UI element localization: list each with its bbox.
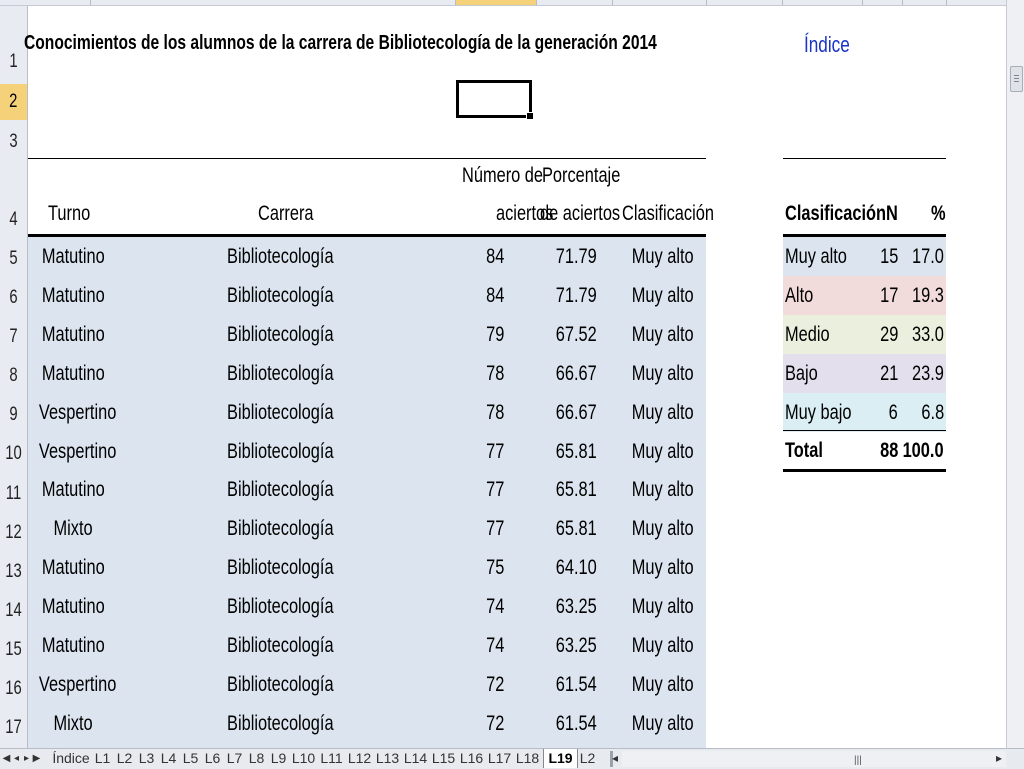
column-divider [782,0,783,5]
table-row[interactable] [28,626,706,665]
scroll-right-icon[interactable]: ▸ [995,751,1002,765]
sheet-tab-l10[interactable]: L10 [291,750,316,766]
cell-porcentaje[interactable]: 71.79 [555,245,597,268]
cell-numero[interactable]: 79 [485,322,504,346]
sheet-tab-l3[interactable]: L3 [138,750,155,766]
column-divider [706,0,707,5]
cell-carrera[interactable]: Bibliotecología [226,322,334,346]
row-header[interactable]: 17 [5,717,22,738]
summary-label: Bajo [785,361,818,385]
summary-top-rule [783,158,946,159]
row-header[interactable]: 2 [0,84,27,120]
cell-carrera[interactable]: Bibliotecología [226,595,334,619]
cell-turno[interactable]: Matutino [41,634,105,657]
cell-turno[interactable]: Matutino [41,283,105,307]
sheet-tab-l9[interactable]: L9 [270,750,287,766]
row-header[interactable]: 8 [9,365,18,386]
cell-carrera[interactable]: Bibliotecología [226,711,334,735]
cell-clasificacion[interactable]: Muy alto [632,478,694,502]
row-header[interactable]: 12 [5,522,22,543]
summary-n: 6 [888,400,898,424]
cell-turno[interactable]: Matutino [41,245,105,268]
summary-row[interactable] [783,393,946,432]
summary-total-row[interactable] [783,431,946,470]
first-sheet-icon[interactable]: ◀ [2,753,11,764]
summary-header-pct: % [931,202,946,225]
cell-numero[interactable]: 72 [485,711,504,735]
cell-porcentaje[interactable]: 71.79 [555,283,597,307]
summary-pct: 23.9 [912,361,944,385]
summary-n: 15 [879,245,898,268]
cell-numero[interactable]: 78 [485,400,504,424]
cell-porcentaje[interactable]: 61.54 [555,672,597,696]
summary-header-n: N [886,202,898,225]
sheet-tab-l13[interactable]: L13 [375,750,400,766]
summary-label: Muy bajo [785,400,852,424]
table-row[interactable] [28,665,706,704]
summary-row[interactable] [783,315,946,354]
cell-clasificacion[interactable]: Muy alto [632,595,694,619]
summary-n: 21 [879,361,898,385]
row-header[interactable]: 5 [9,248,18,269]
cell-porcentaje[interactable]: 65.81 [555,439,597,463]
summary-header-clasificacion: Clasificación [785,202,887,225]
summary-row[interactable] [783,237,946,276]
cell-carrera[interactable]: Bibliotecología [226,517,334,541]
table-row[interactable] [28,276,706,315]
cell-numero[interactable]: 77 [485,517,504,541]
last-sheet-icon[interactable]: ▶ [32,753,41,764]
prev-sheet-icon[interactable]: ◂ [13,753,20,764]
summary-label: Alto [785,283,814,307]
header-turno: Turno [48,202,91,225]
sheet-tab-l6[interactable]: L6 [204,750,221,766]
cell-numero[interactable]: 72 [485,672,504,696]
sheet-tab-l12[interactable]: L12 [347,750,372,766]
cell-carrera[interactable]: Bibliotecología [226,478,334,502]
next-sheet-icon[interactable]: ▸ [23,753,30,764]
column-divider [536,0,537,5]
cell-porcentaje[interactable]: 65.81 [555,517,597,541]
sheet-tab-l11[interactable]: L11 [320,750,343,766]
summary-label: Muy alto [785,245,847,268]
header-clasificacion: Clasificación [622,202,714,225]
column-divider [862,0,863,5]
worksheet-grid[interactable] [24,6,1006,748]
cell-clasificacion[interactable]: Muy alto [632,283,694,307]
cell-turno[interactable]: Vespertino [38,672,117,696]
row-header[interactable]: 1 [9,51,18,72]
sheet-title: Conocimientos de los alumnos de la carrera de Bibliotecología de la generación 2014 [24,32,657,54]
table-top-rule [28,158,706,159]
sheet-tab-bar [0,748,1024,769]
sheet-tab-l2[interactable]: L2 [579,750,596,766]
cell-numero[interactable]: 75 [485,556,504,580]
sheet-tab-l5[interactable]: L5 [182,750,199,766]
header-porcentaje-line1: Porcentaje [542,164,621,187]
sheet-tab-l16[interactable]: L16 [459,750,484,766]
summary-bottom-rule [783,469,946,472]
row-header[interactable]: 3 [9,131,18,152]
cell-porcentaje[interactable]: 65.81 [555,478,597,502]
summary-total-pct: 100.0 [903,439,944,462]
sheet-tab-l7[interactable]: L7 [226,750,243,766]
cell-carrera[interactable]: Bibliotecología [226,672,334,696]
header-numero-line1: Número de [462,164,544,187]
cell-porcentaje[interactable]: 63.25 [555,595,597,619]
row-header[interactable]: 10 [5,443,22,464]
cell-turno[interactable]: Vespertino [38,439,117,463]
row-header[interactable]: 15 [5,639,22,660]
horizontal-scrollbar[interactable] [612,751,1006,767]
table-row[interactable] [28,548,706,587]
table-row[interactable] [28,393,706,432]
cell-porcentaje[interactable]: 63.25 [555,634,597,657]
sheet-tab-l19[interactable]: L19 [543,749,578,768]
table-row[interactable] [28,587,706,626]
row-header[interactable]: 9 [9,404,18,425]
cell-turno[interactable]: Matutino [41,478,105,502]
table-row[interactable] [28,432,706,471]
scroll-left-icon[interactable]: ◂ [612,751,619,765]
vertical-scroll-thumb[interactable] [1010,66,1023,92]
summary-pct: 19.3 [912,283,944,307]
cell-porcentaje[interactable]: 61.54 [555,711,597,735]
cell-porcentaje[interactable]: 64.10 [555,556,597,580]
row-header[interactable]: 6 [9,287,18,308]
row-header[interactable]: 7 [9,326,18,347]
cell-numero[interactable]: 74 [485,634,504,657]
cell-turno[interactable]: Matutino [41,361,105,385]
index-link[interactable]: Índice [804,32,850,57]
cell-carrera[interactable]: Bibliotecología [226,556,334,580]
cell-clasificacion[interactable]: Muy alto [632,245,694,268]
cell-turno[interactable]: Matutino [41,556,105,580]
cell-clasificacion[interactable]: Muy alto [632,400,694,424]
header-carrera: Carrera [258,202,314,225]
vertical-scrollbar[interactable] [1006,0,1024,748]
sheet-tab-l8[interactable]: L8 [248,750,265,766]
summary-label: Medio [785,322,830,346]
table-row[interactable] [28,237,706,276]
cell-clasificacion[interactable]: Muy alto [632,322,694,346]
header-porcentaje-line2: de aciertos [540,202,621,225]
cell-clasificacion[interactable]: Muy alto [632,361,694,385]
column-divider [946,0,947,5]
cell-turno[interactable]: Vespertino [38,400,117,424]
row-header[interactable]: 13 [5,561,22,582]
cell-clasificacion[interactable]: Muy alto [632,634,694,657]
cell-clasificacion[interactable]: Muy alto [632,711,694,735]
cell-turno[interactable]: Matutino [41,322,105,346]
table-row[interactable] [28,509,706,548]
cell-turno[interactable]: Matutino [41,595,105,619]
summary-pct: 33.0 [912,322,944,346]
sheet-tab-ndice[interactable]: Índice [52,750,90,766]
selected-cell[interactable] [456,80,532,118]
summary-pct: 6.8 [921,400,944,424]
cell-porcentaje[interactable]: 66.67 [555,361,597,385]
row-header[interactable]: 16 [5,678,22,699]
cell-carrera[interactable]: Bibliotecología [226,283,334,307]
table-row[interactable] [28,704,706,743]
cell-carrera[interactable]: Bibliotecología [226,361,334,385]
horizontal-scroll-grip-icon[interactable]: ||| [854,755,862,766]
cell-carrera[interactable]: Bibliotecología [226,245,334,268]
cell-clasificacion[interactable]: Muy alto [632,672,694,696]
cell-clasificacion[interactable]: Muy alto [632,517,694,541]
summary-total-label: Total [785,439,823,462]
cell-numero[interactable]: 84 [485,283,504,307]
table-row[interactable] [28,354,706,393]
column-divider [902,0,903,5]
fill-handle[interactable] [526,112,534,120]
summary-total-n: 88 [879,439,898,462]
summary-row[interactable] [783,276,946,315]
cell-clasificacion[interactable]: Muy alto [632,556,694,580]
cell-carrera[interactable]: Bibliotecología [226,439,334,463]
summary-row[interactable] [783,354,946,393]
sheet-tab-l14[interactable]: L14 [403,750,428,766]
header-numero-line2: aciertos [496,202,554,225]
cell-porcentaje[interactable]: 66.67 [555,400,597,424]
sheet-tab-l15[interactable]: L15 [431,750,456,766]
summary-pct: 17.0 [912,245,944,268]
sheet-tab-l18[interactable]: L18 [515,750,540,766]
table-row[interactable] [28,470,706,509]
cell-numero[interactable]: 78 [485,361,504,385]
row-header-column [0,6,28,748]
sheet-tab-l2[interactable]: L2 [116,750,133,766]
row-header[interactable]: 4 [9,209,18,230]
sheet-tab-l4[interactable]: L4 [160,750,177,766]
cell-turno[interactable]: Mixto [53,711,93,735]
row-header[interactable]: 14 [5,600,22,621]
column-divider [612,0,613,5]
cell-porcentaje[interactable]: 67.52 [555,322,597,346]
cell-carrera[interactable]: Bibliotecología [226,400,334,424]
cell-carrera[interactable]: Bibliotecología [226,634,334,657]
sheet-tab-l17[interactable]: L17 [487,750,512,766]
sheet-tab-l1[interactable]: L1 [94,750,111,766]
cell-clasificacion[interactable]: Muy alto [632,439,694,463]
cell-numero[interactable]: 77 [485,478,504,502]
summary-n: 29 [879,322,898,346]
summary-n: 17 [879,283,898,307]
column-divider [90,0,91,5]
cell-numero[interactable]: 74 [485,595,504,619]
cell-numero[interactable]: 77 [485,439,504,463]
active-column-header[interactable] [456,0,536,5]
row-header[interactable]: 11 [5,483,22,504]
table-row[interactable] [28,315,706,354]
cell-turno[interactable]: Mixto [53,517,93,541]
cell-numero[interactable]: 84 [485,245,504,268]
